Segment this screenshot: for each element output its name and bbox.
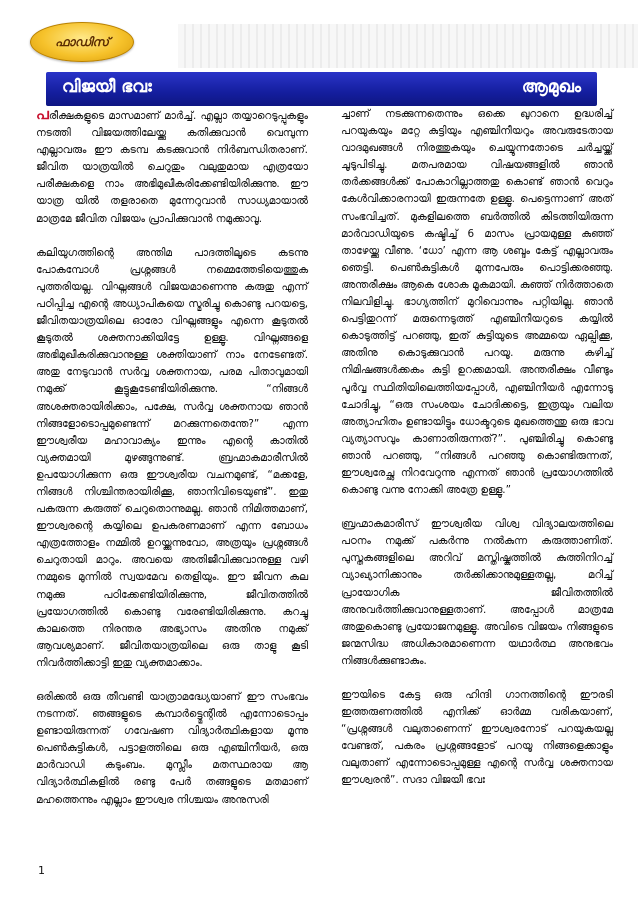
left-column	[36, 106, 308, 826]
paragraph: ച്ചാണ് നടക്കുന്നതെന്നും ഒക്കെ ഖുറാനെ ഉദ്ധരിച്ച് പറയുകയും മറ്റേ കുട്ടിയും എഞ്ചിനീയറും അവരുടേതായ വാദമുഖങ്ങൾ നിരത്തുകയും ചെയ്യുന്നതോടെ ചർച്ചയ്ക്ക് ചൂടുപിടിച്ചു. മതപരമായ വിഷയങ്ങളിൽ ഞാൻ തർക്കങ്ങൾക്ക് പോകാറില്ലാത്തതു കൊണ്ട് ഞാൻ വെറും കേൾവിക്കാരനായി ഇരുന്നതേ ഉള്ളൂ. പെട്ടെന്നാണ് അത് സംഭവിച്ചത്. മുകളിലത്തെ ബർത്തിൽ കിടത്തിയിരുന്ന മാർവാഡിയുടെ കഷ്ടിച്ച് 6 മാസം പ്രായമുള്ള കുഞ്ഞ് താഴേയ്ക്കു വീണു. ‘ധോ’ എന്ന ആ ശബ്ദം കേട്ട് എല്ലാവരും ഞെട്ടി. പെൺകുട്ടികൾ മുന്നപേരും പൊട്ടിക്കരഞ്ഞു. അന്തരീക്ഷം ആകെ ശോക മൂകമായി. കുഞ്ഞ് നിർത്താതെ നിലവിളിച്ചു. ഭാഗ്യത്തിന് മുറിവൊന്നും പറ്റിയില്ല. ഞാൻ പെട്ടിതുറന്ന് മരുന്നെടുത്ത് എഞ്ചിനീയറുടെ കയ്യിൽ കൊടുത്തിട്ട് പറഞ്ഞു, ഇത് കുട്ടിയുടെ അമ്മയെ ഏല്പിക്കൂ, അതിനു കൊടുക്കുവാൻ പറയൂ. മരുന്നു കഴിച്ച് നിമിഷങ്ങൾക്കകം കുട്ടി ഉറക്കമായി. അന്തരീക്ഷം വീണ്ടും പൂർവ്വ സ്ഥിതിയിലെത്തിയപ്പോൾ, എഞ്ചിനീയർ എന്നോടു ചോദിച്ചു, “ഒരു സംശയം ചോദിക്കട്ടെ, ഇത്രയും വലിയ അത്യാഹിതം ഉണ്ടായിട്ടും ധോക്ടറുടെ മുഖത്തെന്തു ഒരു ഭാവ വ്യത്യാസവും കാണാതിരുന്നത്?”. പുഞ്ചിരിച്ചു കൊണ്ടു ഞാൻ പറഞ്ഞു, “നിങ്ങൾ പറഞ്ഞു കൊണ്ടിരുന്നത്, ഈശ്വരേച്ഛ നിറവേറുന്നു എന്നത് ഞാൻ പ്രയോഗത്തിൽ കൊണ്ടു വന്നു നോക്കി അത്രേ ഉള്ളൂ.”	[341, 108, 613, 497]
paragraph: കലിയുഗത്തിന്റെ അന്തിമ പാദത്തിലൂടെ കടന്നു പോകമ്പോൾ പ്രശ്നങ്ങൾ നമ്മെത്തേടിയെത്തുക പുത്തരിയല്ല. വിഘ്നങ്ങൾ വിജയമാണെന്നു കരുതു എന്ന് പഠിപ്പിച്ച എന്റെ അധ്യാപികയെ സ്മരിച്ചു കൊണ്ടു പറയട്ടെ, ജീവിതയാത്രയിലെ ഓരോ വിഘ്നങ്ങളും എന്നെ കൂടുതൽ കൂടുതൽ ശക്തനാക്കിയിട്ടേ ഉള്ളൂ. വിഘ്നങ്ങളെ അഭിമുഖീകരിക്കുവാനുള്ള ശക്തിയാണ് നാം നേടേണ്ടത്. അതു നേടുവാൻ സർവ്വ ശക്തനായ, പരമ പിതാവുമായി നമുക്ക് കൂട്ടുകൂടേണ്ടിയിരിക്കുന്നു. “നിങ്ങൾ അശക്തരായിരിക്കാം, പക്ഷേ, സർവ്വ ശക്തനായ ഞാൻ നിങ്ങളോടൊപ്പമുണ്ടെന്ന് മറക്കുന്നതെന്തേ?” എന്ന ഈശ്വരീയ മഹാവാക്യം ഇന്നും എന്റെ കാതിൽ വ്യക്തമായി മുഴങ്ങുന്നുണ്ട്. ബ്രഹ്മാകമാരീസിൽ ഉപയോഗിക്കുന്ന ഒരു ഈശ്വരീയ വചനമുണ്ട്, “മക്കളേ, നിങ്ങൾ നിശ്ചിന്തരായിരിക്കൂ, ഞാനിവിടെയുണ്ട്”. ഇതു പകരുന്ന കരുത്ത് ചെറുതൊന്നുമല്ല. ഞാൻ നിമിത്തമാണ്, ഈശ്വരന്റെ കയ്യിലെ ഉപകരണമാണ് എന്ന ബോധം എത്രത്തോളം നമ്മിൽ ഉറയ്ക്കുന്നുവോ, അത്രയും പ്രശ്നങ്ങൾ ചെറുതായി മാറും. അവയെ അതിജീവിക്കുവാനുള്ള വഴി നമ്മുടെ മുന്നിൽ സ്വയമേവ തെളിയും. ഈ ജീവന കല നമുക്കു പഠിക്കേണ്ടിയിരിക്കുന്നു, ജീവിതത്തിൽ പ്രയോഗത്തിൽ കൊണ്ടു വരേണ്ടിയിരിക്കുന്നു. കറച്ചു കാലത്തെ നിരന്തര അഭ്യാസം അതിനു നമുക്ക് ആവശ്യമാണ്. ജീവിതയാത്രയിലെ ഒരു താളു കൂടി നിവർത്തിക്കാട്ടി ഇതു വ്യക്തമാക്കാം.	[36, 246, 308, 669]
paragraph: ഈയിടെ കേട്ട ഒരു ഹിന്ദി ഗാനത്തിന്റെ ഈരടി ഇത്തരുണത്തിൽ എനിക്ക് ഓർമ്മ വരികയാണ്, “പ്രശ്നങ്ങൾ വലുതാണെന്ന് ഈശ്വരനോട് പറയുകയല്ല വേണ്ടത്, പകരം പ്രശ്നങ്ങളോട് പറയൂ നിങ്ങളെക്കാളും വലുതാണ് എന്നോടൊപ്പമുള്ള എന്റെ സർവ്വ ശക്തനായ ഈശ്വരൻ”. സദാ വിജയീ ഭവഃ	[341, 689, 613, 787]
article-title: വിജയീ ഭവഃ	[62, 77, 152, 97]
paragraph: ഒരിക്കൽ ഒരു തീവണ്ടി യാത്രാമദ്ധ്യേയാണ് ഈ സംഭവം നടന്നത്. ഞങ്ങളുടെ കമ്പാർട്ട്മെന്റിൽ എന്നോടൊപ്പം ഉണ്ടായിരുന്നത് ഗവേഷണ വിദ്യാർത്ഥികളായ മൂന്നു പെൺകുട്ടികൾ, പട്ടാളത്തിലെ ഒരു എഞ്ചിനീയർ, ഒരു മാർവാഡി കടുംബം. മുസ്ലീം മതസ്ഥരായ ആ വിദ്യാർത്ഥികളിൽ രണ്ടു പേർ തങ്ങളുടെ മതമാണ് മഹത്തെന്നും എല്ലാം ഈശ്വര നിശ്ചയം അനുസരി	[36, 691, 308, 806]
title-bar	[46, 72, 597, 106]
decorative-stripes	[178, 24, 638, 68]
drop-cap: പ	[36, 105, 49, 123]
paragraph	[36, 106, 308, 228]
paragraph: ബ്രഹ്മാകമാരീസ് ഈശ്വരീയ വിശ്വ വിദ്യാലയത്തിലെ പഠനം നമുക്ക് പകർന്നു നൽകുന്ന കരുത്താണിത്. പുസ്തകങ്ങളിലെ അറിവ് മസ്തിഷ്കത്തിൽ കുത്തിനിറച്ച് വ്യാഖ്യാനിക്കാനും തർക്കിക്കാനുമുള്ളതല്ല, മറിച്ച് പ്രായോഗിക ജീവിതത്തിൽ അനുവർത്തിക്കുവാനുള്ളതാണ്. അപ്പോൾ മാത്രമേ അതുകൊണ്ടു പ്രയോജനമുള്ളൂ. അവിടെ വിജയം നിങ്ങളുടെ ജന്മസിദ്ധ അധികാരമാണെന്ന യഥാർത്ഥ അനുഭവം നിങ്ങൾക്കുണ്ടാകും.	[341, 518, 613, 667]
section-title: ആമുഖം	[521, 77, 581, 97]
magazine-logo	[30, 22, 134, 62]
paragraph-text: രീക്ഷകളുടെ മാസമാണ് മാർച്ച്. എല്ലാ തയ്യാറെടുപ്പുകളും നടത്തി വിജയത്തിലേയ്ക്കു കതിക്കുവാൻ വെമ്പുന്ന എല്ലാവരും ഈ കടമ്പ കടക്കുവാൻ നിർബന്ധിതരാണ്. ജീവിത യാത്രയിൽ ചെറുതും വലുതുമായ എത്രയോ പരീക്ഷകളെ നാം അഭിമുഖീകരിക്കേണ്ടിയിരിക്കുന്നു. ഈ യാത്ര യിൽ തളരാതെ മുന്നേറുവാൻ സാധ്യമായാൽ മാത്രമേ ജീവിത വിജയം പ്രാപിക്കുവാൻ നമുക്കാവൂ.	[36, 110, 308, 225]
page-number: 1	[38, 864, 45, 877]
logo-text: ഫാഡിസ്	[55, 34, 109, 49]
right-column	[341, 106, 613, 807]
